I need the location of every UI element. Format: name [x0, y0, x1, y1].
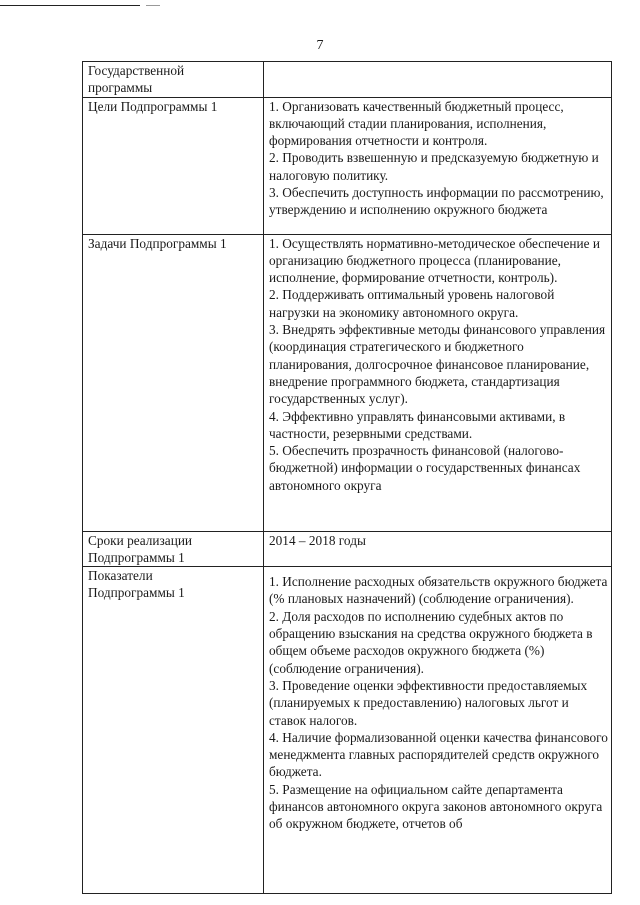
row-label-terms: Сроки реализации Подпрограммы 1 [88, 532, 193, 565]
top-rule [0, 5, 140, 6]
top-rule-fragment [146, 5, 160, 6]
table-row-government-program [83, 62, 612, 98]
row-label-cell [83, 62, 264, 98]
row-value-cell [264, 567, 612, 894]
task-item-5: 5. Обеспечить прозрачность финансовой (налогово-бюджетной) информации о государственных финансах автономного округа [269, 443, 581, 493]
row-label-cell [83, 567, 264, 894]
task-item-4: 4. Эффективно управлять финансовыми активами, в частности, резервными средствами. [269, 408, 566, 441]
goal-item-3: 3. Обеспечить доступность информации по рассмотрению, утверждению и исполнению окружного бюджета [269, 185, 604, 218]
row-value-cell [264, 531, 612, 567]
task-item-2: 2. Поддерживать оптимальный уровень налоговой нагрузки на экономику автономного округа. [269, 287, 555, 320]
row-value-terms: 2014 – 2018 годы [269, 532, 366, 548]
row-value-cell [264, 62, 612, 98]
task-item-3: 3. Внедрять эффективные методы финансового управления (координация стратегического и бюджетного планирования, долгосрочное финансовое планирование, внедрение программного бюджета, стандартизация государственных услуг). [269, 322, 606, 407]
row-value-cell [264, 97, 612, 234]
goal-item-1: 1. Организовать качественный бюджетный процесс, включающий стадии планирования, исполнения, формирования отчетности и контроля. [269, 98, 564, 149]
subprogram-passport-table [82, 61, 612, 894]
indicator-item-5: 5. Размещение на официальном сайте департамента финансов автономного округа законов автономного округа об окружном бюджете, отчетов об [269, 781, 603, 832]
task-item-1: 1. Осуществлять нормативно-методическое обеспечение и организацию бюджетного процесса (планирование, исполнение, формирование отчетности, контроль). [269, 235, 600, 286]
goal-item-2: 2. Проводить взвешенную и предсказуемую бюджетную и налоговую политику. [269, 150, 599, 183]
table-row-tasks [83, 234, 612, 531]
table-row-goals [83, 97, 612, 234]
table-row-terms [83, 531, 612, 567]
row-label-cell [83, 531, 264, 567]
row-label-cell [83, 234, 264, 531]
row-label-indicators: Показатели Подпрограммы 1 [88, 568, 185, 601]
indicator-item-4: 4. Наличие формализованной оценки качества финансового менеджмента главных распорядителей средств окружного бюджета. [269, 729, 608, 780]
row-label-goals: Цели Подпрограммы 1 [88, 98, 218, 114]
indicator-item-1: 1. Исполнение расходных обязательств окружного бюджета (% плановых назначений) (соблюдение ограничения). [269, 574, 608, 607]
page-number: 7 [316, 38, 324, 53]
indicator-item-3: 3. Проведение оценки эффективности предоставляемых (планируемых к предоставлению) налоговых льгот и ставок налогов. [269, 677, 588, 728]
row-label-cell [83, 97, 264, 234]
indicator-item-2: 2. Доля расходов по исполнению судебных актов по обращению взыскания на средства окружного бюджета в общем объеме расходов окружного бюджета (%) (соблюдение ограничения). [269, 608, 593, 676]
row-label-government-program: Государственной программы [88, 63, 185, 96]
table-row-indicators [83, 567, 612, 894]
row-value-cell [264, 234, 612, 531]
row-label-tasks: Задачи Подпрограммы 1 [88, 235, 227, 251]
